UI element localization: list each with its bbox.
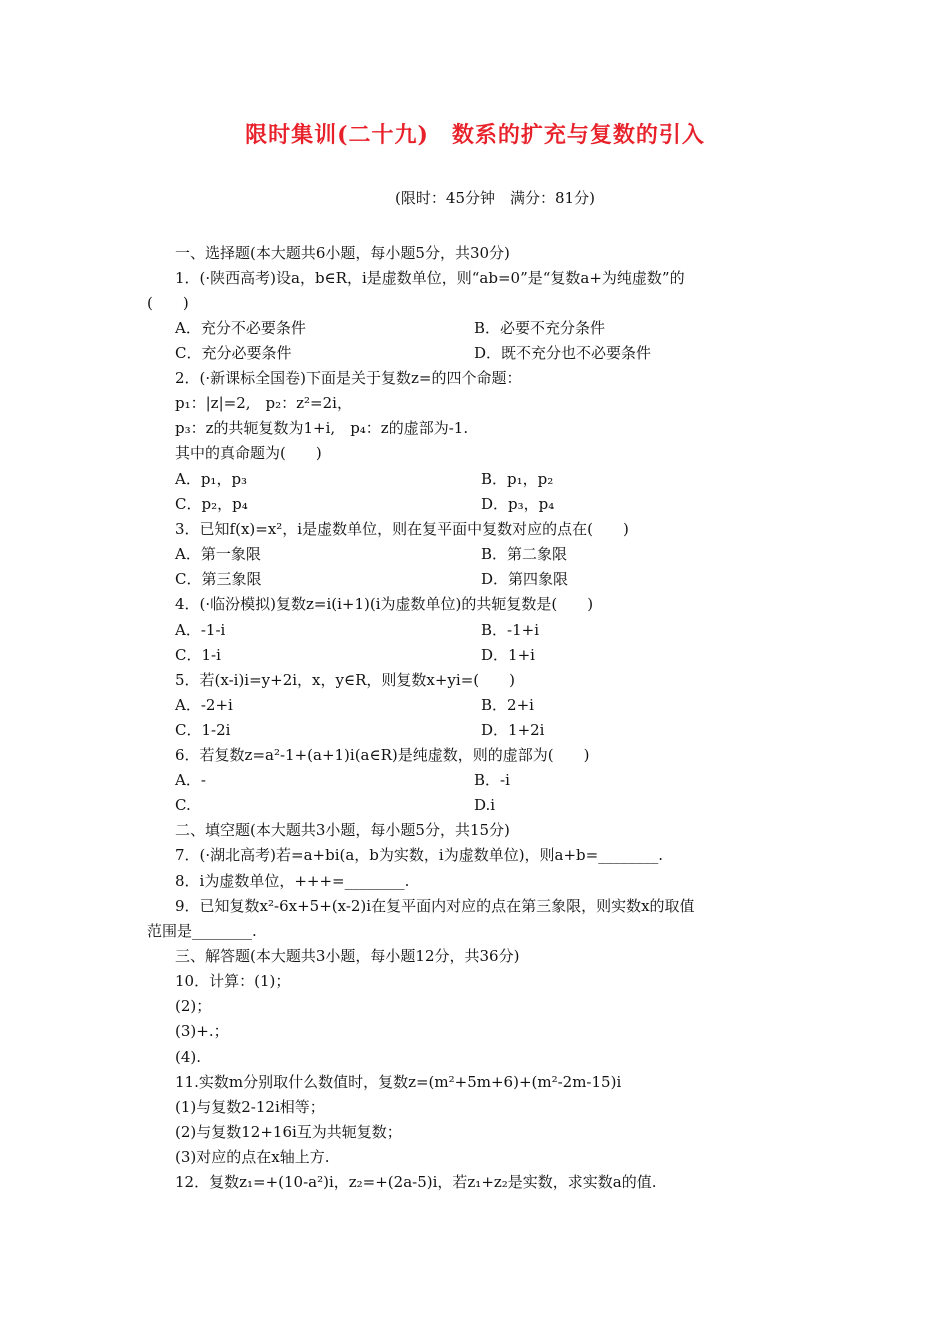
text-line: 8．i为虚数单位，+++=________. — [175, 872, 410, 890]
answer-option: A．充分不必要条件 — [175, 319, 306, 337]
answer-option: B．必要不充分条件 — [474, 319, 606, 337]
answer-option: D．既不充分也不必要条件 — [474, 344, 652, 362]
answer-option: C．p₂，p₄ — [175, 495, 248, 513]
text-line: 二、填空题(本大题共3小题，每小题5分，共15分) — [175, 821, 510, 839]
text-line: (3)+.； — [175, 1022, 229, 1040]
text-line: ( ) — [147, 294, 189, 312]
text-line: 一、选择题(本大题共6小题，每小题5分，共30分) — [175, 244, 510, 262]
page-title: 限时集训(二十九) 数系的扩充与复数的引入 — [245, 122, 705, 148]
text-line: 2．(·新课标全国卷)下面是关于复数z=的四个命题： — [175, 369, 522, 387]
text-line: (2)； — [175, 997, 212, 1015]
text-line: p₁：|z|=2, p₂：z²=2i， — [175, 394, 352, 412]
answer-option: B．p₁，p₂ — [481, 470, 554, 488]
text-line: (3)对应的点在x轴上方. — [175, 1148, 330, 1166]
answer-option: B．第二象限 — [481, 545, 568, 563]
text-line: 1．(·陕西高考)设a，b∈R，i是虚数单位，则“ab=0”是“复数a+为纯虚数”的 — [175, 269, 685, 287]
answer-option: C. — [175, 796, 191, 814]
answer-option: D.i — [474, 796, 496, 814]
answer-option: B．2+i — [481, 696, 534, 714]
answer-option: A．第一象限 — [175, 545, 261, 563]
answer-option: D．1+i — [481, 646, 535, 664]
text-line: 12．复数z₁=+(10-a²)i，z₂=+(2a-5)i，若z₁+z₂是实数，求实数a的值. — [175, 1173, 657, 1191]
answer-option: D．1+2i — [481, 721, 545, 739]
text-line: 10．计算：(1)； — [175, 972, 291, 990]
text-line: (4). — [175, 1048, 202, 1066]
answer-option: A．- — [175, 771, 206, 789]
answer-option: A．p₁，p₃ — [175, 470, 248, 488]
answer-option: C．第三象限 — [175, 570, 262, 588]
text-line: (1)与复数2-12i相等； — [175, 1098, 325, 1116]
text-line: 4．(·临汾模拟)复数z=i(i+1)(i为虚数单位)的共轭复数是( ) — [175, 595, 594, 613]
answer-option: A．-2+i — [175, 696, 233, 714]
text-line: 6．若复数z=a²-1+(a+1)i(a∈R)是纯虚数，则的虚部为( ) — [175, 746, 590, 764]
answer-option: C．1-i — [175, 646, 221, 664]
answer-option: A．-1-i — [175, 621, 226, 639]
answer-option: C．1-2i — [175, 721, 231, 739]
text-line: 三、解答题(本大题共3小题，每小题12分，共36分) — [175, 947, 520, 965]
page-subtitle: (限时：45分钟 满分：81分) — [395, 189, 595, 207]
text-line: 3．已知f(x)=x²，i是虚数单位，则在复平面中复数对应的点在( ) — [175, 520, 629, 538]
text-line: p₃：z的共轭复数为1+i, p₄：z的虚部为-1. — [175, 419, 469, 437]
text-line: 其中的真命题为( ) — [175, 444, 322, 462]
answer-option: D．p₃，p₄ — [481, 495, 555, 513]
text-line: 7．(·湖北高考)若=a+bi(a，b为实数，i为虚数单位)，则a+b=________. — [175, 846, 663, 864]
text-line: 11.实数m分别取什么数值时，复数z=(m²+5m+6)+(m²-2m-15)i — [175, 1073, 622, 1091]
text-line: 范围是________. — [147, 922, 257, 940]
answer-option: D．第四象限 — [481, 570, 569, 588]
text-line: 5．若(x-i)i=y+2i，x，y∈R，则复数x+yi=( ) — [175, 671, 515, 689]
answer-option: B．-1+i — [481, 621, 540, 639]
text-line: 9．已知复数x²-6x+5+(x-2)i在复平面内对应的点在第三象限，则实数x的取值 — [175, 897, 695, 915]
text-line: (2)与复数12+16i互为共轭复数； — [175, 1123, 402, 1141]
answer-option: C．充分必要条件 — [175, 344, 292, 362]
answer-option: B．-i — [474, 771, 510, 789]
